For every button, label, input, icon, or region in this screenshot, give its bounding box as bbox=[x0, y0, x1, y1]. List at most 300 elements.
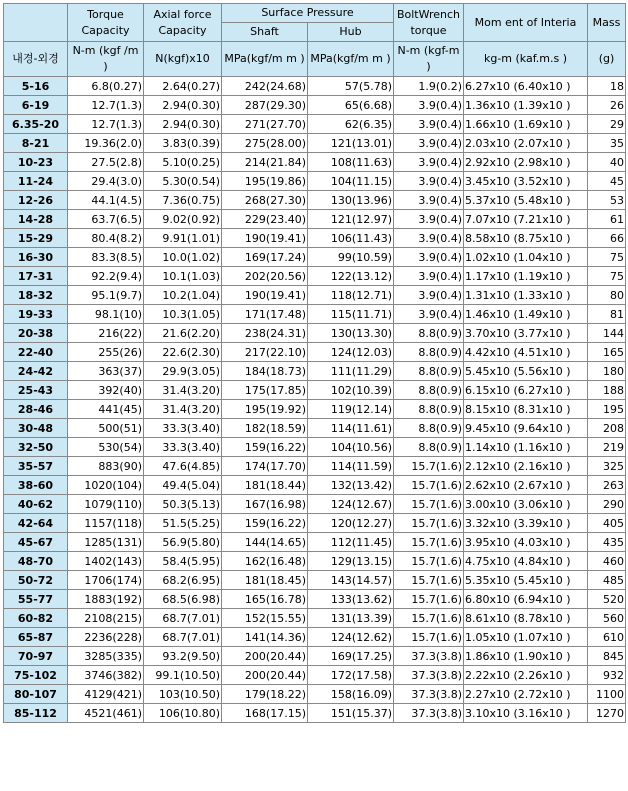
mass-cell: 610 bbox=[588, 628, 626, 647]
unit-bolt: N-m (kgf-m ) bbox=[394, 42, 464, 77]
torque-cell: 500(51) bbox=[68, 419, 144, 438]
bolt-torque-cell: 1.9(0.2) bbox=[394, 77, 464, 96]
header-torque-capacity: Torque Capacity bbox=[68, 4, 144, 42]
axial-cell: 10.3(1.05) bbox=[144, 305, 222, 324]
shaft-pressure-cell: 268(27.30) bbox=[222, 191, 308, 210]
shaft-pressure-cell: 238(24.31) bbox=[222, 324, 308, 343]
moment-of-inertia-cell: 6.80x10 (6.94x10 ) bbox=[464, 590, 588, 609]
moment-of-inertia-cell: 4.75x10 (4.84x10 ) bbox=[464, 552, 588, 571]
axial-cell: 29.9(3.05) bbox=[144, 362, 222, 381]
moment-of-inertia-cell: 5.45x10 (5.56x10 ) bbox=[464, 362, 588, 381]
mass-cell: 81 bbox=[588, 305, 626, 324]
shaft-pressure-cell: 181(18.45) bbox=[222, 571, 308, 590]
hub-pressure-cell: 104(11.15) bbox=[308, 172, 394, 191]
axial-cell: 31.4(3.20) bbox=[144, 400, 222, 419]
axial-cell: 3.83(0.39) bbox=[144, 134, 222, 153]
moment-of-inertia-cell: 7.07x10 (7.21x10 ) bbox=[464, 210, 588, 229]
torque-cell: 255(26) bbox=[68, 343, 144, 362]
moment-of-inertia-cell: 1.05x10 (1.07x10 ) bbox=[464, 628, 588, 647]
moment-of-inertia-cell: 5.35x10 (5.45x10 ) bbox=[464, 571, 588, 590]
axial-cell: 33.3(3.40) bbox=[144, 419, 222, 438]
shaft-pressure-cell: 168(17.15) bbox=[222, 704, 308, 723]
axial-cell: 103(10.50) bbox=[144, 685, 222, 704]
table-row bbox=[4, 229, 626, 248]
table-row bbox=[4, 457, 626, 476]
size-cell: 6.35-20 bbox=[4, 115, 68, 134]
table-row bbox=[4, 153, 626, 172]
axial-cell: 10.1(1.03) bbox=[144, 267, 222, 286]
torque-cell: 2108(215) bbox=[68, 609, 144, 628]
table-row bbox=[4, 324, 626, 343]
mass-cell: 485 bbox=[588, 571, 626, 590]
mass-cell: 560 bbox=[588, 609, 626, 628]
hub-pressure-cell: 99(10.59) bbox=[308, 248, 394, 267]
mass-cell: 1270 bbox=[588, 704, 626, 723]
axial-cell: 49.4(5.04) bbox=[144, 476, 222, 495]
unit-torque: N-m (kgf /m ) bbox=[68, 42, 144, 77]
shaft-pressure-cell: 190(19.41) bbox=[222, 286, 308, 305]
hub-pressure-cell: 130(13.30) bbox=[308, 324, 394, 343]
mass-cell: 75 bbox=[588, 267, 626, 286]
shaft-pressure-cell: 181(18.44) bbox=[222, 476, 308, 495]
hub-pressure-cell: 169(17.25) bbox=[308, 647, 394, 666]
moment-of-inertia-cell: 6.15x10 (6.27x10 ) bbox=[464, 381, 588, 400]
mass-cell: 325 bbox=[588, 457, 626, 476]
table-row bbox=[4, 381, 626, 400]
hub-pressure-cell: 151(15.37) bbox=[308, 704, 394, 723]
torque-cell: 1883(192) bbox=[68, 590, 144, 609]
hub-pressure-cell: 121(13.01) bbox=[308, 134, 394, 153]
mass-cell: 75 bbox=[588, 248, 626, 267]
size-cell: 20-38 bbox=[4, 324, 68, 343]
axial-cell: 99.1(10.50) bbox=[144, 666, 222, 685]
size-cell: 6-19 bbox=[4, 96, 68, 115]
torque-cell: 1157(118) bbox=[68, 514, 144, 533]
moment-of-inertia-cell: 8.61x10 (8.78x10 ) bbox=[464, 609, 588, 628]
table-row bbox=[4, 609, 626, 628]
torque-cell: 1020(104) bbox=[68, 476, 144, 495]
moment-of-inertia-cell: 1.86x10 (1.90x10 ) bbox=[464, 647, 588, 666]
shaft-pressure-cell: 217(22.10) bbox=[222, 343, 308, 362]
hub-pressure-cell: 124(12.67) bbox=[308, 495, 394, 514]
shaft-pressure-cell: 184(18.73) bbox=[222, 362, 308, 381]
table-row bbox=[4, 172, 626, 191]
size-cell: 17-31 bbox=[4, 267, 68, 286]
bolt-torque-cell: 37.3(3.8) bbox=[394, 666, 464, 685]
axial-cell: 51.5(5.25) bbox=[144, 514, 222, 533]
torque-cell: 392(40) bbox=[68, 381, 144, 400]
table-row bbox=[4, 685, 626, 704]
bolt-torque-cell: 3.9(0.4) bbox=[394, 229, 464, 248]
torque-cell: 3746(382) bbox=[68, 666, 144, 685]
torque-cell: 441(45) bbox=[68, 400, 144, 419]
mass-cell: 80 bbox=[588, 286, 626, 305]
axial-cell: 2.94(0.30) bbox=[144, 96, 222, 115]
shaft-pressure-cell: 159(16.22) bbox=[222, 514, 308, 533]
size-cell: 80-107 bbox=[4, 685, 68, 704]
table-row bbox=[4, 571, 626, 590]
bolt-torque-cell: 3.9(0.4) bbox=[394, 305, 464, 324]
axial-cell: 21.6(2.20) bbox=[144, 324, 222, 343]
shaft-pressure-cell: 195(19.92) bbox=[222, 400, 308, 419]
axial-cell: 22.6(2.30) bbox=[144, 343, 222, 362]
moment-of-inertia-cell: 8.15x10 (8.31x10 ) bbox=[464, 400, 588, 419]
moment-of-inertia-cell: 1.02x10 (1.04x10 ) bbox=[464, 248, 588, 267]
axial-cell: 5.10(0.25) bbox=[144, 153, 222, 172]
mass-cell: 208 bbox=[588, 419, 626, 438]
moment-of-inertia-cell: 5.37x10 (5.48x10 ) bbox=[464, 191, 588, 210]
torque-cell: 1285(131) bbox=[68, 533, 144, 552]
header-shaft: Shaft bbox=[222, 23, 308, 42]
unit-hub: MPa(kgf/m m ) bbox=[308, 42, 394, 77]
shaft-pressure-cell: 200(20.44) bbox=[222, 666, 308, 685]
unit-axial: N(kgf)x10 bbox=[144, 42, 222, 77]
hub-pressure-cell: 130(13.96) bbox=[308, 191, 394, 210]
hub-pressure-cell: 122(13.12) bbox=[308, 267, 394, 286]
bolt-torque-cell: 8.8(0.9) bbox=[394, 438, 464, 457]
axial-cell: 50.3(5.13) bbox=[144, 495, 222, 514]
mass-cell: 263 bbox=[588, 476, 626, 495]
hub-pressure-cell: 124(12.62) bbox=[308, 628, 394, 647]
table-row bbox=[4, 96, 626, 115]
axial-cell: 93.2(9.50) bbox=[144, 647, 222, 666]
shaft-pressure-cell: 171(17.48) bbox=[222, 305, 308, 324]
size-cell: 48-70 bbox=[4, 552, 68, 571]
axial-cell: 106(10.80) bbox=[144, 704, 222, 723]
mass-cell: 45 bbox=[588, 172, 626, 191]
mass-cell: 405 bbox=[588, 514, 626, 533]
table-row bbox=[4, 495, 626, 514]
shaft-pressure-cell: 200(20.44) bbox=[222, 647, 308, 666]
torque-cell: 29.4(3.0) bbox=[68, 172, 144, 191]
size-cell: 65-87 bbox=[4, 628, 68, 647]
table-row bbox=[4, 267, 626, 286]
torque-cell: 363(37) bbox=[68, 362, 144, 381]
mass-cell: 144 bbox=[588, 324, 626, 343]
size-cell: 22-40 bbox=[4, 343, 68, 362]
moment-of-inertia-cell: 3.00x10 (3.06x10 ) bbox=[464, 495, 588, 514]
torque-cell: 80.4(8.2) bbox=[68, 229, 144, 248]
size-cell: 35-57 bbox=[4, 457, 68, 476]
header-hub: Hub bbox=[308, 23, 394, 42]
shaft-pressure-cell: 165(16.78) bbox=[222, 590, 308, 609]
table-row bbox=[4, 343, 626, 362]
torque-cell: 3285(335) bbox=[68, 647, 144, 666]
torque-cell: 95.1(9.7) bbox=[68, 286, 144, 305]
moment-of-inertia-cell: 2.03x10 (2.07x10 ) bbox=[464, 134, 588, 153]
axial-cell: 10.0(1.02) bbox=[144, 248, 222, 267]
shaft-pressure-cell: 275(28.00) bbox=[222, 134, 308, 153]
table-row bbox=[4, 191, 626, 210]
mass-cell: 26 bbox=[588, 96, 626, 115]
axial-cell: 9.91(1.01) bbox=[144, 229, 222, 248]
size-cell: 8-21 bbox=[4, 134, 68, 153]
bolt-torque-cell: 15.7(1.6) bbox=[394, 628, 464, 647]
axial-cell: 31.4(3.20) bbox=[144, 381, 222, 400]
shaft-pressure-cell: 190(19.41) bbox=[222, 229, 308, 248]
torque-cell: 1402(143) bbox=[68, 552, 144, 571]
torque-cell: 92.2(9.4) bbox=[68, 267, 144, 286]
mass-cell: 188 bbox=[588, 381, 626, 400]
moment-of-inertia-cell: 1.14x10 (1.16x10 ) bbox=[464, 438, 588, 457]
torque-cell: 4521(461) bbox=[68, 704, 144, 723]
bolt-torque-cell: 15.7(1.6) bbox=[394, 552, 464, 571]
header-surface-pressure: Surface Pressure bbox=[222, 4, 394, 23]
bolt-torque-cell: 8.8(0.9) bbox=[394, 419, 464, 438]
bolt-torque-cell: 15.7(1.6) bbox=[394, 590, 464, 609]
bolt-torque-cell: 8.8(0.9) bbox=[394, 381, 464, 400]
mass-cell: 219 bbox=[588, 438, 626, 457]
header-moment-of-inertia: Mom ent of Interia bbox=[464, 4, 588, 42]
hub-pressure-cell: 114(11.59) bbox=[308, 457, 394, 476]
table-row bbox=[4, 248, 626, 267]
unit-size: 내경-외경 bbox=[4, 42, 68, 77]
size-cell: 19-33 bbox=[4, 305, 68, 324]
mass-cell: 932 bbox=[588, 666, 626, 685]
hub-pressure-cell: 111(11.29) bbox=[308, 362, 394, 381]
axial-cell: 10.2(1.04) bbox=[144, 286, 222, 305]
table-row bbox=[4, 400, 626, 419]
axial-cell: 58.4(5.95) bbox=[144, 552, 222, 571]
size-cell: 15-29 bbox=[4, 229, 68, 248]
size-cell: 10-23 bbox=[4, 153, 68, 172]
hub-pressure-cell: 120(12.27) bbox=[308, 514, 394, 533]
hub-pressure-cell: 158(16.09) bbox=[308, 685, 394, 704]
size-cell: 5-16 bbox=[4, 77, 68, 96]
bolt-torque-cell: 15.7(1.6) bbox=[394, 495, 464, 514]
axial-cell: 68.7(7.01) bbox=[144, 609, 222, 628]
moment-of-inertia-cell: 1.36x10 (1.39x10 ) bbox=[464, 96, 588, 115]
bolt-torque-cell: 3.9(0.4) bbox=[394, 267, 464, 286]
mass-cell: 61 bbox=[588, 210, 626, 229]
shaft-pressure-cell: 271(27.70) bbox=[222, 115, 308, 134]
size-cell: 85-112 bbox=[4, 704, 68, 723]
bolt-torque-cell: 3.9(0.4) bbox=[394, 210, 464, 229]
bolt-torque-cell: 37.3(3.8) bbox=[394, 647, 464, 666]
axial-cell: 33.3(3.40) bbox=[144, 438, 222, 457]
table-row bbox=[4, 115, 626, 134]
hub-pressure-cell: 57(5.78) bbox=[308, 77, 394, 96]
axial-cell: 47.6(4.85) bbox=[144, 457, 222, 476]
axial-cell: 68.5(6.98) bbox=[144, 590, 222, 609]
mass-cell: 845 bbox=[588, 647, 626, 666]
bolt-torque-cell: 3.9(0.4) bbox=[394, 96, 464, 115]
unit-mass: (g) bbox=[588, 42, 626, 77]
axial-cell: 9.02(0.92) bbox=[144, 210, 222, 229]
table-row bbox=[4, 134, 626, 153]
bolt-torque-cell: 3.9(0.4) bbox=[394, 286, 464, 305]
shaft-pressure-cell: 179(18.22) bbox=[222, 685, 308, 704]
size-cell: 55-77 bbox=[4, 590, 68, 609]
table-row bbox=[4, 647, 626, 666]
table-body bbox=[4, 77, 626, 723]
header-size-corner bbox=[4, 4, 68, 42]
bolt-torque-cell: 3.9(0.4) bbox=[394, 153, 464, 172]
mass-cell: 53 bbox=[588, 191, 626, 210]
torque-cell: 44.1(4.5) bbox=[68, 191, 144, 210]
size-cell: 60-82 bbox=[4, 609, 68, 628]
size-cell: 70-97 bbox=[4, 647, 68, 666]
bolt-torque-cell: 15.7(1.6) bbox=[394, 514, 464, 533]
mass-cell: 40 bbox=[588, 153, 626, 172]
header-mass: Mass bbox=[588, 4, 626, 42]
size-cell: 25-43 bbox=[4, 381, 68, 400]
bolt-torque-cell: 15.7(1.6) bbox=[394, 533, 464, 552]
shaft-pressure-cell: 242(24.68) bbox=[222, 77, 308, 96]
shaft-pressure-cell: 202(20.56) bbox=[222, 267, 308, 286]
mass-cell: 35 bbox=[588, 134, 626, 153]
size-cell: 32-50 bbox=[4, 438, 68, 457]
hub-pressure-cell: 143(14.57) bbox=[308, 571, 394, 590]
mass-cell: 435 bbox=[588, 533, 626, 552]
bolt-torque-cell: 15.7(1.6) bbox=[394, 571, 464, 590]
mass-cell: 195 bbox=[588, 400, 626, 419]
mass-cell: 180 bbox=[588, 362, 626, 381]
hub-pressure-cell: 172(17.58) bbox=[308, 666, 394, 685]
hub-pressure-cell: 102(10.39) bbox=[308, 381, 394, 400]
shaft-pressure-cell: 182(18.59) bbox=[222, 419, 308, 438]
hub-pressure-cell: 118(12.71) bbox=[308, 286, 394, 305]
size-cell: 30-48 bbox=[4, 419, 68, 438]
unit-shaft: MPa(kgf/m m ) bbox=[222, 42, 308, 77]
mass-cell: 165 bbox=[588, 343, 626, 362]
bolt-torque-cell: 37.3(3.8) bbox=[394, 685, 464, 704]
axial-cell: 56.9(5.80) bbox=[144, 533, 222, 552]
torque-cell: 27.5(2.8) bbox=[68, 153, 144, 172]
moment-of-inertia-cell: 1.31x10 (1.33x10 ) bbox=[464, 286, 588, 305]
bolt-torque-cell: 3.9(0.4) bbox=[394, 115, 464, 134]
moment-of-inertia-cell: 6.27x10 (6.40x10 ) bbox=[464, 77, 588, 96]
shaft-pressure-cell: 152(15.55) bbox=[222, 609, 308, 628]
shaft-pressure-cell: 214(21.84) bbox=[222, 153, 308, 172]
hub-pressure-cell: 121(12.97) bbox=[308, 210, 394, 229]
mass-cell: 290 bbox=[588, 495, 626, 514]
moment-of-inertia-cell: 3.32x10 (3.39x10 ) bbox=[464, 514, 588, 533]
axial-cell: 5.30(0.54) bbox=[144, 172, 222, 191]
torque-cell: 216(22) bbox=[68, 324, 144, 343]
table-row bbox=[4, 704, 626, 723]
moment-of-inertia-cell: 3.45x10 (3.52x10 ) bbox=[464, 172, 588, 191]
bolt-torque-cell: 3.9(0.4) bbox=[394, 134, 464, 153]
size-cell: 16-30 bbox=[4, 248, 68, 267]
table-row bbox=[4, 552, 626, 571]
bolt-torque-cell: 8.8(0.9) bbox=[394, 324, 464, 343]
size-cell: 50-72 bbox=[4, 571, 68, 590]
shaft-pressure-cell: 162(16.48) bbox=[222, 552, 308, 571]
size-cell: 40-62 bbox=[4, 495, 68, 514]
axial-cell: 2.94(0.30) bbox=[144, 115, 222, 134]
torque-cell: 4129(421) bbox=[68, 685, 144, 704]
moment-of-inertia-cell: 2.62x10 (2.67x10 ) bbox=[464, 476, 588, 495]
bolt-torque-cell: 8.8(0.9) bbox=[394, 343, 464, 362]
table-row bbox=[4, 210, 626, 229]
moment-of-inertia-cell: 2.22x10 (2.26x10 ) bbox=[464, 666, 588, 685]
table-row bbox=[4, 419, 626, 438]
hub-pressure-cell: 131(13.39) bbox=[308, 609, 394, 628]
hub-pressure-cell: 132(13.42) bbox=[308, 476, 394, 495]
hub-pressure-cell: 129(13.15) bbox=[308, 552, 394, 571]
hub-pressure-cell: 112(11.45) bbox=[308, 533, 394, 552]
hub-pressure-cell: 106(11.43) bbox=[308, 229, 394, 248]
moment-of-inertia-cell: 2.12x10 (2.16x10 ) bbox=[464, 457, 588, 476]
size-cell: 24-42 bbox=[4, 362, 68, 381]
axial-cell: 2.64(0.27) bbox=[144, 77, 222, 96]
shaft-pressure-cell: 169(17.24) bbox=[222, 248, 308, 267]
bolt-torque-cell: 15.7(1.6) bbox=[394, 457, 464, 476]
torque-cell: 1706(174) bbox=[68, 571, 144, 590]
table-row bbox=[4, 362, 626, 381]
moment-of-inertia-cell: 1.46x10 (1.49x10 ) bbox=[464, 305, 588, 324]
moment-of-inertia-cell: 3.95x10 (4.03x10 ) bbox=[464, 533, 588, 552]
size-cell: 14-28 bbox=[4, 210, 68, 229]
table-row bbox=[4, 77, 626, 96]
moment-of-inertia-cell: 1.66x10 (1.69x10 ) bbox=[464, 115, 588, 134]
shaft-pressure-cell: 144(14.65) bbox=[222, 533, 308, 552]
hub-pressure-cell: 108(11.63) bbox=[308, 153, 394, 172]
header-axial-force-capacity: Axial force Capacity bbox=[144, 4, 222, 42]
table-row bbox=[4, 476, 626, 495]
table-row bbox=[4, 305, 626, 324]
table-row bbox=[4, 286, 626, 305]
hub-pressure-cell: 104(10.56) bbox=[308, 438, 394, 457]
shaft-pressure-cell: 175(17.85) bbox=[222, 381, 308, 400]
torque-cell: 530(54) bbox=[68, 438, 144, 457]
hub-pressure-cell: 124(12.03) bbox=[308, 343, 394, 362]
shaft-pressure-cell: 229(23.40) bbox=[222, 210, 308, 229]
moment-of-inertia-cell: 4.42x10 (4.51x10 ) bbox=[464, 343, 588, 362]
hub-pressure-cell: 115(11.71) bbox=[308, 305, 394, 324]
shaft-pressure-cell: 174(17.70) bbox=[222, 457, 308, 476]
torque-cell: 12.7(1.3) bbox=[68, 115, 144, 134]
shaft-pressure-cell: 159(16.22) bbox=[222, 438, 308, 457]
table-row bbox=[4, 514, 626, 533]
table-row bbox=[4, 628, 626, 647]
bolt-torque-cell: 15.7(1.6) bbox=[394, 609, 464, 628]
header-bolt-wrench-torque: BoltWrench torque bbox=[394, 4, 464, 42]
table-row bbox=[4, 666, 626, 685]
torque-cell: 6.8(0.27) bbox=[68, 77, 144, 96]
shaft-pressure-cell: 141(14.36) bbox=[222, 628, 308, 647]
unit-moi: kg-m (kaf.m.s ) bbox=[464, 42, 588, 77]
size-cell: 42-64 bbox=[4, 514, 68, 533]
axial-cell: 7.36(0.75) bbox=[144, 191, 222, 210]
shaft-pressure-cell: 195(19.86) bbox=[222, 172, 308, 191]
size-cell: 38-60 bbox=[4, 476, 68, 495]
size-cell: 45-67 bbox=[4, 533, 68, 552]
size-cell: 28-46 bbox=[4, 400, 68, 419]
table-row bbox=[4, 590, 626, 609]
torque-cell: 1079(110) bbox=[68, 495, 144, 514]
mass-cell: 520 bbox=[588, 590, 626, 609]
axial-cell: 68.7(7.01) bbox=[144, 628, 222, 647]
hub-pressure-cell: 62(6.35) bbox=[308, 115, 394, 134]
bolt-torque-cell: 3.9(0.4) bbox=[394, 191, 464, 210]
specification-table bbox=[3, 3, 626, 723]
moment-of-inertia-cell: 3.70x10 (3.77x10 ) bbox=[464, 324, 588, 343]
bolt-torque-cell: 3.9(0.4) bbox=[394, 248, 464, 267]
moment-of-inertia-cell: 2.92x10 (2.98x10 ) bbox=[464, 153, 588, 172]
shaft-pressure-cell: 167(16.98) bbox=[222, 495, 308, 514]
mass-cell: 18 bbox=[588, 77, 626, 96]
hub-pressure-cell: 114(11.61) bbox=[308, 419, 394, 438]
moment-of-inertia-cell: 2.27x10 (2.72x10 ) bbox=[464, 685, 588, 704]
size-cell: 75-102 bbox=[4, 666, 68, 685]
mass-cell: 1100 bbox=[588, 685, 626, 704]
moment-of-inertia-cell: 8.58x10 (8.75x10 ) bbox=[464, 229, 588, 248]
bolt-torque-cell: 15.7(1.6) bbox=[394, 476, 464, 495]
table-row bbox=[4, 438, 626, 457]
size-cell: 11-24 bbox=[4, 172, 68, 191]
